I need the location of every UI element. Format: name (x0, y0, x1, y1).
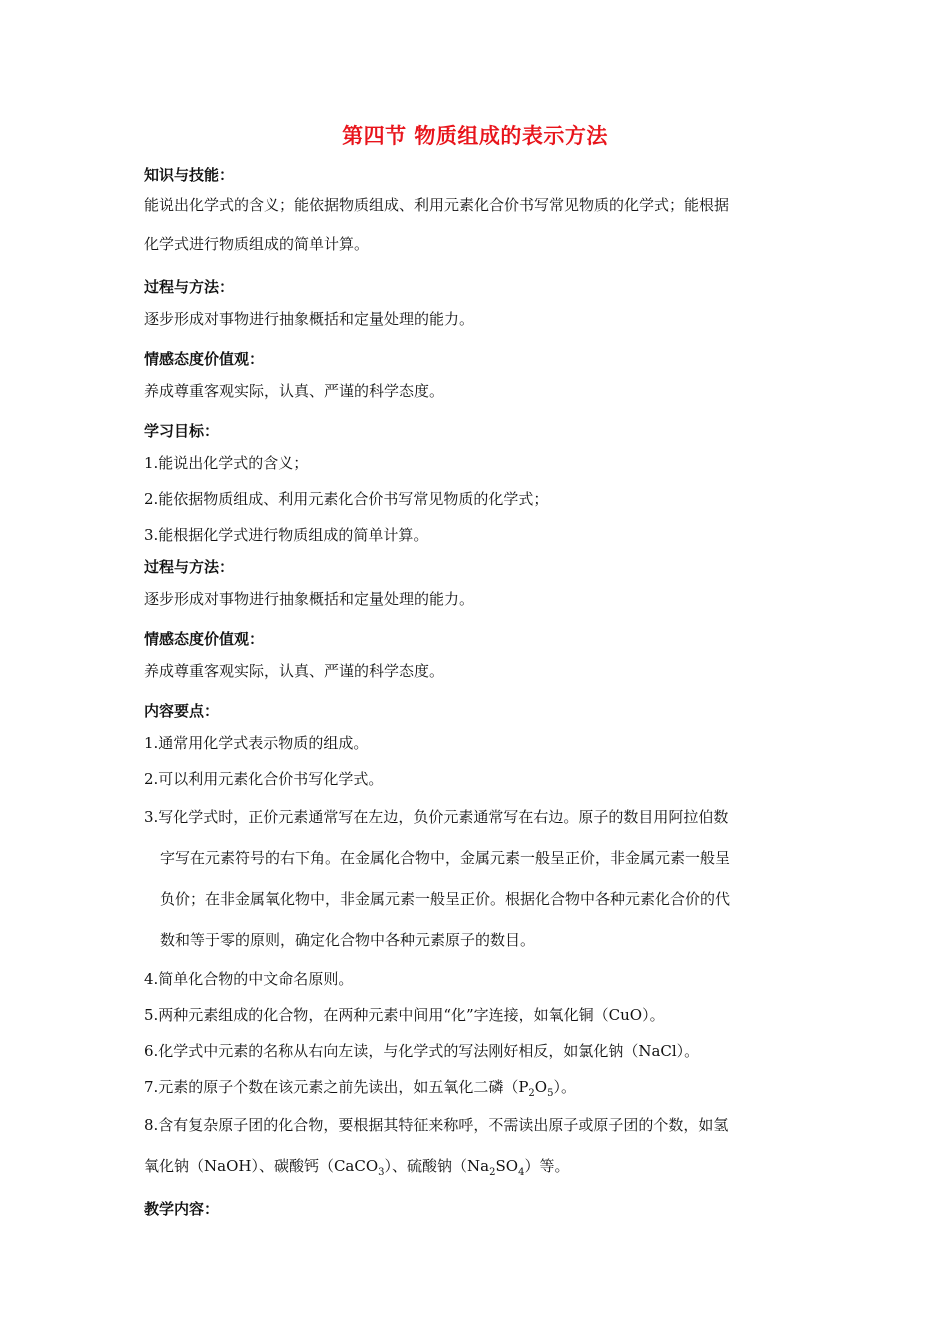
section-heading-process: 过程与方法： (144, 558, 235, 576)
subscript: 2 (489, 1167, 496, 1178)
point-text: 7.元素的原子个数在该元素之前先读出，如五氧化二磷（P (144, 1078, 529, 1096)
emotion-text: 养成尊重客观实际，认真、严谨的科学态度。 (144, 382, 445, 400)
point-text: O (534, 1078, 548, 1096)
point-item: 5.两种元素组成的化合物，在两种元素中间用“化”字连接，如氧化铜（CuO）。 (144, 1006, 665, 1024)
point-item (144, 1069, 814, 1105)
subscript: 2 (528, 1088, 535, 1099)
point-item: 1.通常用化学式表示物质的组成。 (144, 734, 369, 752)
goal-item: 2.能依据物质组成、利用元素化合价书写常见物质的化学式； (144, 490, 549, 508)
section-heading-teaching: 教学内容： (144, 1200, 220, 1218)
knowledge-text-line2: 化学式进行物质组成的简单计算。 (144, 235, 370, 253)
section-heading-process: 过程与方法： (144, 278, 235, 296)
point-item-line: 3.写化学式时，正价元素通常写在左边，负价元素通常写在右边。原子的数目用阿拉伯数 (144, 808, 729, 826)
point-item-line: 负价；在非金属氧化物中，非金属元素一般呈正价。根据化合物中各种元素化合价的代 (160, 890, 731, 908)
point-text: ）、硫酸钠（Na (384, 1157, 490, 1175)
point-text: ）等。 (524, 1157, 570, 1175)
document-body (144, 165, 814, 1219)
section-heading-knowledge: 知识与技能： (144, 166, 235, 184)
section-heading-emotion: 情感态度价值观： (144, 350, 265, 368)
knowledge-text-line1: 能说出化学式的含义；能依据物质组成、利用元素化合价书写常见物质的化学式；能根据 (144, 196, 730, 214)
point-item: 6.化学式中元素的名称从右向左读，与化学式的写法刚好相反，如氯化钠（NaCl）。 (144, 1042, 700, 1060)
emotion-text: 养成尊重客观实际，认真、严谨的科学态度。 (144, 662, 445, 680)
goal-item: 1.能说出化学式的含义； (144, 454, 309, 472)
goal-item: 3.能根据化学式进行物质组成的简单计算。 (144, 526, 429, 544)
subscript: 5 (547, 1088, 554, 1099)
section-heading-emotion: 情感态度价值观： (144, 630, 265, 648)
point-item: 2.可以利用元素化合价书写化学式。 (144, 770, 384, 788)
section-heading-goals: 学习目标： (144, 422, 220, 440)
process-text: 逐步形成对事物进行抽象概括和定量处理的能力。 (144, 590, 475, 608)
point-item-line: 数和等于零的原则，确定化合物中各种元素原子的数目。 (160, 931, 536, 949)
point-text: ）。 (553, 1078, 576, 1096)
point-text: 氧化钠（NaOH）、碳酸钙（CaCO (144, 1157, 379, 1175)
point-text: SO (495, 1157, 519, 1175)
subscript: 4 (518, 1167, 525, 1178)
process-text: 逐步形成对事物进行抽象概括和定量处理的能力。 (144, 310, 475, 328)
point-item-line: 字写在元素符号的右下角。在金属化合物中，金属元素一般呈正价，非金属元素一般呈 (160, 849, 731, 867)
point-item: 4.简单化合物的中文命名原则。 (144, 970, 354, 988)
subscript: 3 (378, 1167, 385, 1178)
point-item-line (144, 1146, 814, 1193)
page-title: 第四节 物质组成的表示方法 (342, 124, 608, 148)
section-heading-points: 内容要点： (144, 702, 220, 720)
point-item-line: 8.含有复杂原子团的化合物，要根据其特征来称呼，不需读出原子或原子团的个数，如氢 (144, 1116, 729, 1134)
